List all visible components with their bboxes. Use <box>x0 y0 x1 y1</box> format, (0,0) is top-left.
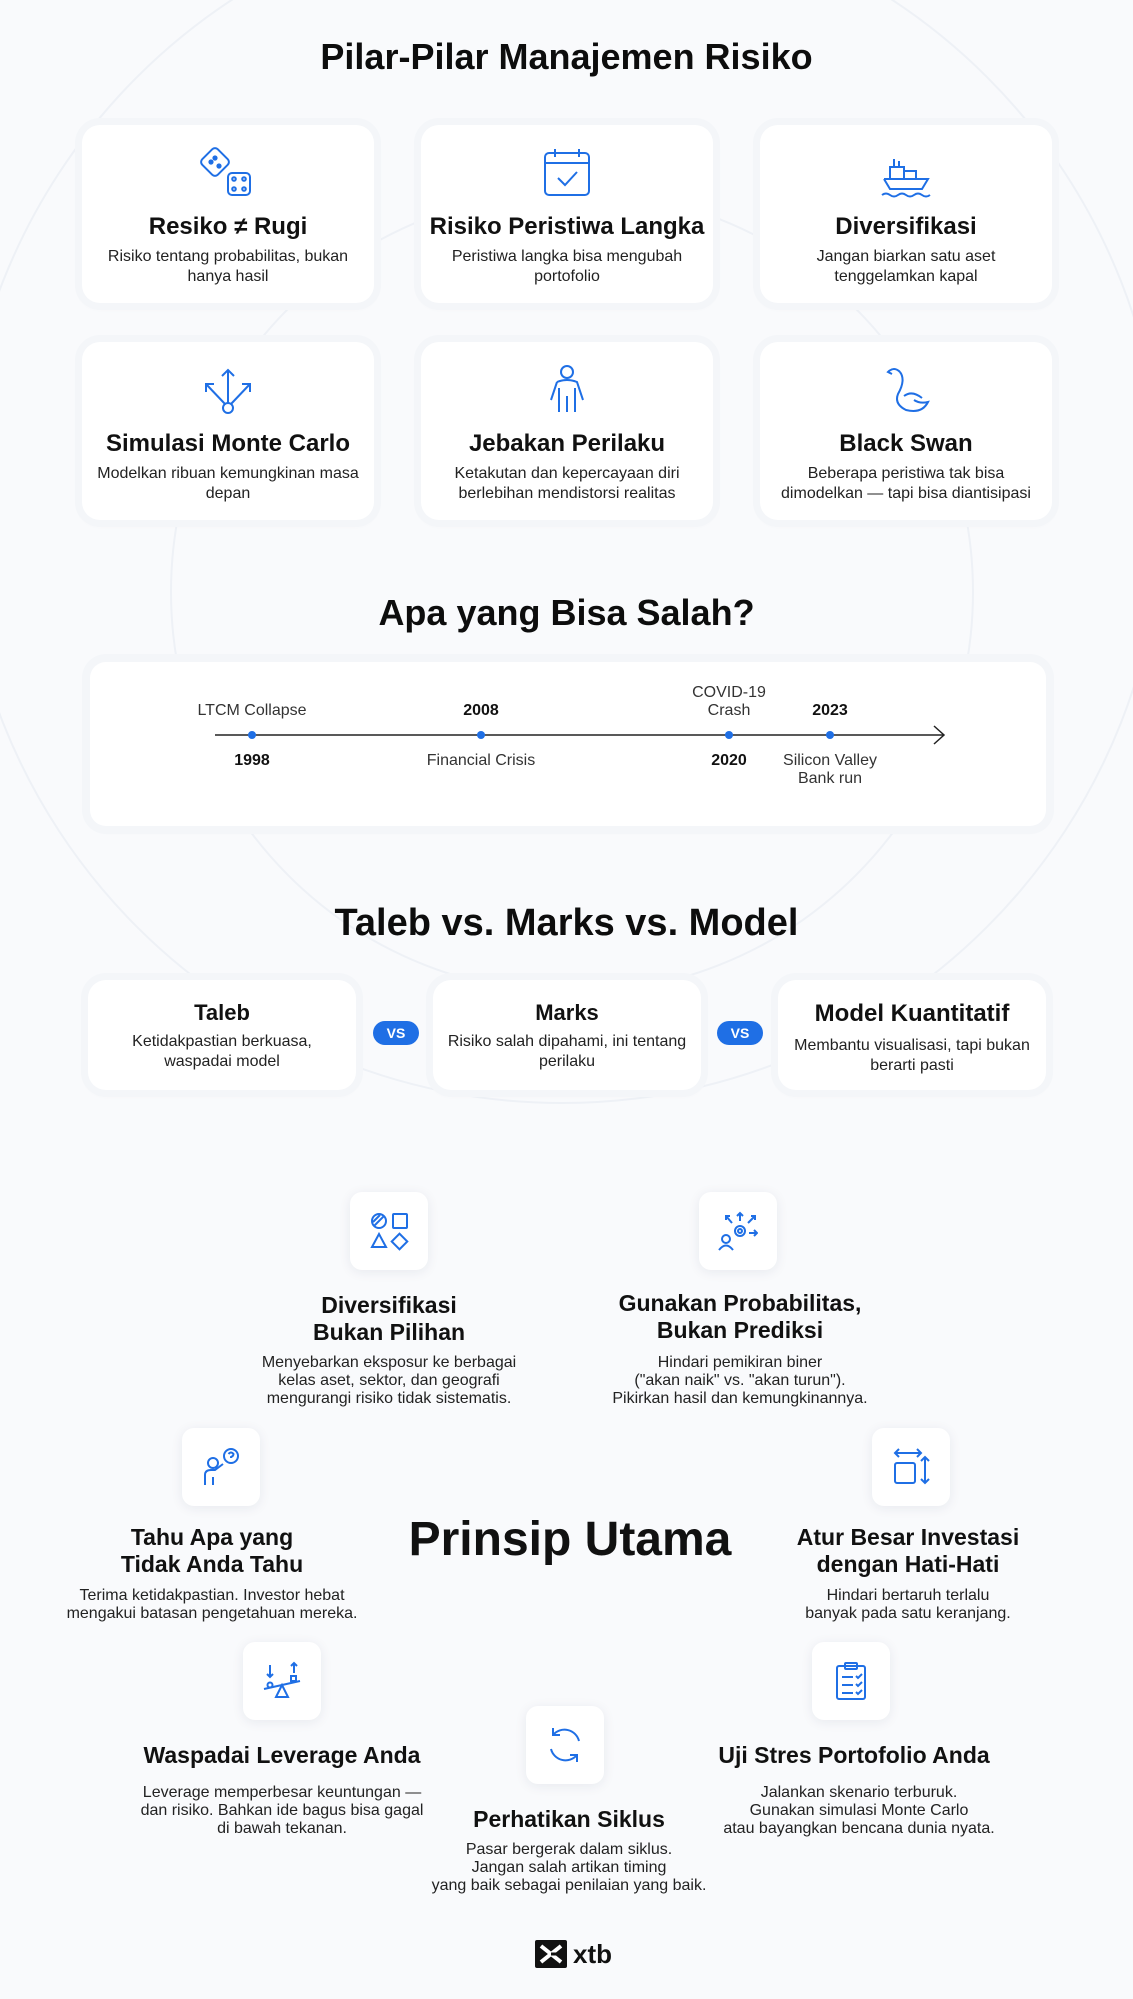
xtb-logo-icon <box>535 1940 567 1968</box>
principle-title: Tahu Apa yang Tidak Anda Tahu <box>120 1524 304 1577</box>
principle-desc: Jalankan skenario terburuk. Gunakan simulasi Monte Carlo atau bayangkan bencana dunia nyata. <box>723 1784 995 1837</box>
principle-desc: Terima ketidakpastian. Investor hebat mengakui batasan pengetahuan mereka. <box>66 1587 358 1622</box>
resize-box-icon <box>891 1447 931 1487</box>
versus-card-marks <box>433 980 701 1090</box>
principles-title: Prinsip Utama <box>408 1513 732 1566</box>
timeline-event-label: LTCM Collapse <box>197 702 307 719</box>
principle-icon-box <box>812 1642 890 1720</box>
principle-title: Waspadai Leverage Anda <box>143 1742 421 1768</box>
pillar-card <box>760 342 1052 520</box>
versus-card-desc: Ketidakpastian berkuasa, waspadai model <box>132 1033 312 1070</box>
principle-icon-box <box>350 1192 428 1270</box>
versus-card-title: Taleb <box>194 1000 250 1025</box>
pillar-card-desc: Modelkan ribuan kemungkinan masa depan <box>97 465 359 502</box>
pillar-card-title: Jebakan Perilaku <box>468 430 666 457</box>
principle-title: Gunakan Probabilitas, Bukan Prediksi <box>618 1290 862 1343</box>
person-question-icon <box>201 1447 241 1487</box>
calendar-check-icon <box>539 145 595 201</box>
swan-icon <box>878 362 934 418</box>
timeline-event-year: 2020 <box>711 752 747 769</box>
pillar-card <box>82 342 374 520</box>
branching-arrows-icon <box>200 362 256 418</box>
timeline-event-label: Financial Crisis <box>426 752 536 769</box>
timeline-event-label: COVID-19 Crash <box>692 684 766 719</box>
vs-badge: VS <box>717 1021 763 1045</box>
seesaw-icon <box>262 1661 302 1701</box>
principle-icon-box <box>182 1428 260 1506</box>
pillar-card-desc: Jangan biarkan satu aset tenggelamkan kapal <box>816 248 996 285</box>
principle-desc: Leverage memperbesar keuntungan — dan risiko. Bahkan ide bagus bisa gagal di bawah tekanan. <box>140 1784 424 1837</box>
timeline-event-label: Silicon Valley Bank run <box>783 752 877 787</box>
principle-desc: Hindari pemikiran biner ("akan naik" vs. "akan turun"). Pikirkan hasil dan kemungkinannya. <box>612 1354 868 1407</box>
shapes-icon <box>369 1211 409 1251</box>
pillars-title: Pilar-Pilar Manajemen Risiko <box>320 36 813 77</box>
principle-desc: Pasar bergerak dalam siklus. Jangan salah artikan timing yang baik sebagai penilaian yang baik. <box>431 1841 707 1894</box>
principle-icon-box <box>699 1192 777 1270</box>
pillar-card-title: Simulasi Monte Carlo <box>105 430 351 457</box>
pillar-card-desc: Risiko tentang probabilitas, bukan hanya hasil <box>107 248 349 285</box>
pillar-card-desc: Ketakutan dan kepercayaan diri berlebihan mendistorsi realitas <box>454 465 680 502</box>
versus-card-taleb <box>88 980 356 1090</box>
timeline-event-year: 2023 <box>812 702 848 719</box>
pillar-card-title: Risiko Peristiwa Langka <box>429 213 705 240</box>
pillar-card <box>760 125 1052 303</box>
timeline-title: Apa yang Bisa Salah? <box>378 592 755 633</box>
versus-card-desc: Risiko salah dipahami, ini tentang perilaku <box>447 1033 687 1070</box>
versus-card-title: Model Kuantitatif <box>814 1000 1010 1027</box>
person-icon <box>539 362 595 418</box>
principle-desc: Hindari bertaruh terlalu banyak pada satu keranjang. <box>805 1587 1011 1622</box>
principle-icon-box <box>872 1428 950 1506</box>
versus-card-title: Marks <box>535 1000 599 1025</box>
brand-name: xtb <box>573 1938 612 1969</box>
vs-badge: VS <box>373 1021 419 1045</box>
principle-icon-box <box>526 1706 604 1784</box>
versus-title: Taleb vs. Marks vs. Model <box>334 902 799 944</box>
clipboard-checklist-icon <box>831 1661 871 1701</box>
pillar-card <box>82 125 374 303</box>
refresh-cycle-icon <box>545 1725 585 1765</box>
pillar-card-desc: Beberapa peristiwa tak bisa dimodelkan — tapi bisa diantisipasi <box>781 465 1031 502</box>
timeline-panel <box>90 662 1046 826</box>
timeline-event-year: 1998 <box>234 752 270 769</box>
principle-title: Uji Stres Portofolio Anda <box>718 1742 990 1768</box>
pillar-card-desc: Peristiwa langka bisa mengubah portofolio <box>451 248 683 285</box>
ship-icon <box>878 145 934 201</box>
principle-title: Atur Besar Investasi dengan Hati-Hati <box>796 1524 1020 1577</box>
footer-brand <box>535 1938 612 1970</box>
pillar-card-title: Resiko ≠ Rugi <box>148 213 308 240</box>
gear-arrows-person-icon <box>718 1211 758 1251</box>
pillar-card-title: Diversifikasi <box>835 213 977 240</box>
principle-icon-box <box>243 1642 321 1720</box>
versus-card-model <box>778 980 1046 1090</box>
principle-title: Diversifikasi Bukan Pilihan <box>312 1292 466 1345</box>
dice-icon <box>200 145 256 201</box>
principle-title: Perhatikan Siklus <box>473 1806 665 1832</box>
pillar-card <box>421 342 713 520</box>
versus-card-desc: Membantu visualisasi, tapi bukan berarti pasti <box>794 1037 1030 1074</box>
timeline-event-year: 2008 <box>463 702 499 719</box>
pillar-card-title: Black Swan <box>839 430 973 457</box>
pillar-card <box>421 125 713 303</box>
principle-desc: Menyebarkan eksposur ke berbagai kelas aset, sektor, dan geografi mengurangi risiko tidak sistematis. <box>261 1354 517 1407</box>
